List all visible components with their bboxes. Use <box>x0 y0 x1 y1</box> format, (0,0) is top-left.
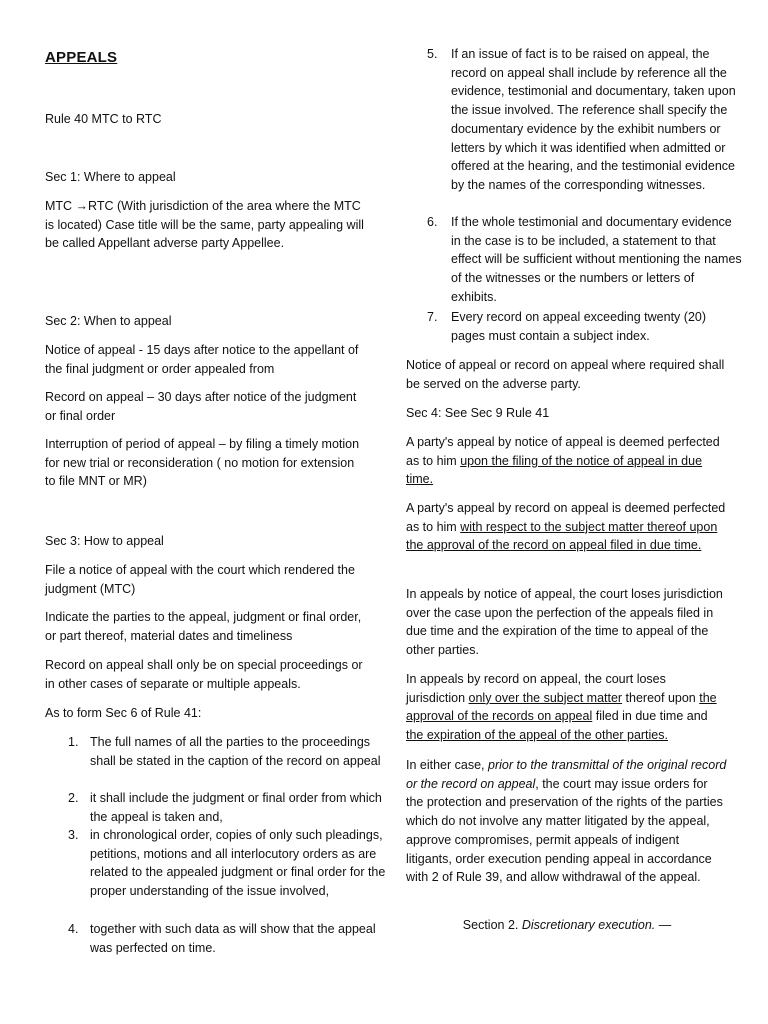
list-number: 6. <box>427 215 438 229</box>
sec2-paragraph: Notice of appeal - 15 days after notice to the appellant of the final judgment or order appealed from <box>45 343 359 376</box>
section2-heading <box>406 916 728 935</box>
list-number: 3. <box>68 828 79 842</box>
list-text: The full names of all the parties to the proceedings shall be stated in the caption of the record on appeal <box>90 735 381 768</box>
list-number: 2. <box>68 791 79 805</box>
rule-line: Rule 40 MTC to RTC <box>45 112 162 126</box>
sec3-paragraph: Indicate the parties to the appeal, judgment or final order, or part thereof, material dates and timeliness <box>45 610 362 643</box>
sec2-paragraph: Record on appeal – 30 days after notice of the judgment or final order <box>45 390 357 423</box>
text-run: A party's appeal by notice of appeal is deemed perfected as to him <box>406 435 720 468</box>
form-heading: As to form Sec 6 of Rule 41: <box>45 706 202 720</box>
list-number: 4. <box>68 922 79 936</box>
underlined-text: only over the subject matter <box>468 690 623 705</box>
text-run: A party's appeal by record on appeal is deemed perfected as to him <box>406 501 726 534</box>
sec4-heading: Sec 4: See Sec 9 Rule 41 <box>406 406 550 420</box>
underlined-text: upon the filing of the notice of appeal in due time. <box>406 453 703 487</box>
italic-text: prior to the transmittal of the original record or the record on appeal <box>406 758 727 791</box>
jurisdiction-record-paragraph <box>406 670 728 745</box>
sec2-heading: Sec 2: When to appeal <box>45 314 172 328</box>
sec1-body: MTC →RTC (With jurisdiction of the area where the MTC is located) Case title will be the same, party appealing will be called Appellant adverse party Appellee. <box>45 199 364 251</box>
sec3-heading: Sec 3: How to appeal <box>45 534 164 548</box>
list-number: 5. <box>427 47 438 61</box>
text-run: In appeals by record on appeal, the court loses jurisdiction <box>406 672 666 705</box>
sec1-heading: Sec 1: Where to appeal <box>45 170 176 184</box>
list-text: together with such data as will show that the appeal was perfected on time. <box>90 922 376 955</box>
list-text: If an issue of fact is to be raised on appeal, the record on appeal shall include by reference all the evidence, testimonial and documentary, taken upon the issue involved. The reference shall specify the documentary evidence by the exhibit numbers or letters by which it was identified when admitted or offered at the hearing, and the testimonial evidence by the names of the corresponding witnesses. <box>451 47 736 192</box>
notice-paragraph: Notice of appeal or record on appeal where required shall be served on the adverse party. <box>406 358 725 391</box>
text-run: , the court may issue orders for the protection and preservation of the rights of the parties which do not involve any matter litigated by the appeal, approve compromises, permit appeals of indigent litigants, order execution pending appeal in accordance with 2 of Rule 39, and allow withdrawal of the appeal. <box>406 776 723 885</box>
sec2-paragraph: Interruption of period of appeal – by filing a timely motion for new trial or reconsideration ( no motion for extension to file MNT or MR) <box>45 437 360 489</box>
document-title: APPEALS <box>45 49 118 66</box>
list-text: Every record on appeal exceeding twenty (20) pages must contain a subject index. <box>451 310 707 343</box>
list-text: If the whole testimonial and documentary evidence in the case is to be included, a statement to that effect will be sufficient without mentioning the names of the witnesses or the numbers or letters of exhibits. <box>451 215 742 304</box>
list-text: it shall include the judgment or final order from which the appeal is taken and, <box>90 791 382 824</box>
sec3-paragraph: File a notice of appeal with the court which rendered the judgment (MTC) <box>45 563 355 596</box>
text-run: In either case, <box>406 758 488 772</box>
either-case-paragraph <box>406 756 728 887</box>
text-run: thereof upon <box>622 690 700 705</box>
section-label: Section 2. <box>462 918 519 932</box>
section-title: Discretionary execution. — <box>518 918 672 932</box>
sec3-paragraph: Record on appeal shall only be on special proceedings or in other cases of separate or multiple appeals. <box>45 658 363 691</box>
jurisdiction-notice-paragraph: In appeals by notice of appeal, the court loses jurisdiction over the case upon the perfection of the appeals filed in due time and the expiration of the time to appeal of the other parties. <box>406 587 723 658</box>
list-number: 1. <box>68 735 79 749</box>
underlined-text: the approval of the records on appeal <box>406 690 717 724</box>
perfection-notice-paragraph <box>406 433 728 489</box>
perfection-record-paragraph <box>406 499 728 555</box>
list-number: 7. <box>427 310 438 324</box>
text-run: filed in due time and <box>592 709 708 724</box>
underlined-text: with respect to the subject matter thereof upon the approval of the record on appeal filed in due time. <box>406 519 718 553</box>
underlined-text: the expiration of the appeal of the other parties. <box>406 728 668 743</box>
list-text: in chronological order, copies of only such pleadings, petitions, motions and all interlocutory orders as are related to the appealed judgment or final order for the proper understanding of the issue involved, <box>90 828 386 899</box>
